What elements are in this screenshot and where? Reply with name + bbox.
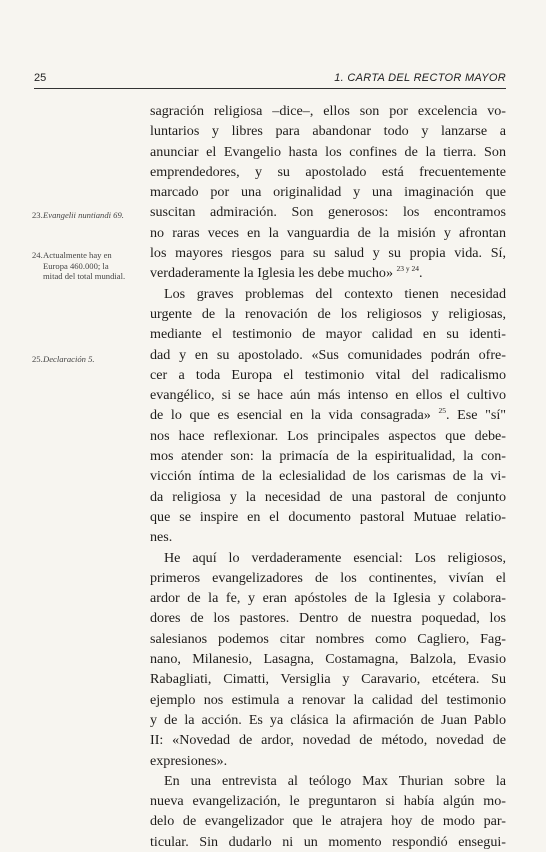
text-line: de lo que es esencial en la vida consagrada» $^{25}$. Ese "sí" <box>150 406 506 424</box>
footnote-23 <box>32 210 128 221</box>
text-line: mediante el testimonio de mayor calidad en su identi- <box>150 326 506 343</box>
text-line: dad y en su apostolado. «Sus comunidades podrán ofre- <box>150 346 506 363</box>
footnote-ref: 25 <box>438 406 446 416</box>
footnote-ref: 23 y 24 <box>396 264 420 274</box>
text-line: salesianos podemos citar nombres como Cagliero, Fag- <box>150 630 506 647</box>
text-line: Rabagliati, Cimatti, Versiglia y Caravario, etcétera. Su <box>150 671 506 688</box>
text-line: He aquí lo verdaderamente esencial: Los religiosos, <box>164 549 506 566</box>
text-line: ardor de la fe, y eran apóstoles de la Iglesia y colabora- <box>150 590 506 607</box>
footnote-text: Evangelii nuntiandi 69. <box>43 210 124 220</box>
running-head: 1. CARTA DEL RECTOR MAYOR <box>334 72 506 84</box>
text-line: primeros evangelizadores de los continentes, vivían el <box>150 569 506 586</box>
text-line: dores de los pastores. Dentro de nuestra poquedad, los <box>150 610 506 627</box>
text-line: verdaderamente la Iglesia les debe mucho» $^{23 y 24}$. <box>150 264 423 282</box>
text-line: luntarios y libres para abandonar todo y lanzarse a <box>150 123 506 140</box>
text-line: ejemplo nos estimula a renovar la calidad del testimonio <box>150 691 506 708</box>
text-line: nes. <box>150 529 173 546</box>
text-line: sagración religiosa –dice–, ellos son por excelencia vo- <box>150 103 506 119</box>
text-line: y de la acción. Es ya clásica la afirmación de Juan Pablo <box>150 711 506 728</box>
text-line: nano, Milanesio, Lasagna, Costamagna, Balzola, Evasio <box>150 651 506 668</box>
margin-notes <box>32 0 132 793</box>
text-line: no raras veces en la vanguardia de la misión y afrontan <box>150 224 506 241</box>
text-line: expresiones». <box>150 752 228 769</box>
text-line: suscitan admiración. Son generosos: los encontramos <box>150 204 506 221</box>
text-line: da religiosa y la necesidad de una pastoral de conjunto <box>150 488 506 505</box>
footnote-text: Declaración 5. <box>43 354 95 364</box>
text-line: ticular. Sin dudarlo ni un momento respondió ensegui- <box>150 833 506 850</box>
footnote-25 <box>32 354 128 365</box>
text-line: En una entrevista al teólogo Max Thurian sobre la <box>164 772 506 789</box>
footnote-number: 23. <box>32 210 43 220</box>
text-line: II: «Novedad de ardor, novedad de método, novedad de <box>150 732 506 749</box>
text-line: cer a toda Europa el testimonio vital del radicalismo <box>150 366 506 383</box>
text-line: anunciar el Evangelio hasta los confines de la tierra. Son <box>150 143 506 160</box>
text-line: los mayores riesgos para su salud y su propia vida. Sí, <box>150 245 506 262</box>
footnote-text: Actualmente hay en Europa 460.000; la mitad del total mundial. <box>43 250 126 281</box>
footnote-number: 25. <box>32 354 43 364</box>
text-line: que se inspire en el documento pastoral Mutuae relatio- <box>150 508 506 525</box>
text-line: emprendedores, y su apostolado está frecuentemente <box>150 163 506 180</box>
text-line: delo de evangelizador que le atrajera hoy de modo par- <box>150 813 506 830</box>
text-line: marcado por una originalidad y una imaginación que <box>150 184 506 201</box>
text-line: Los graves problemas del contexto tienen necesidad <box>164 285 506 302</box>
text-line: nueva evangelización, le preguntaron si había algún mo- <box>150 793 506 810</box>
text-line: vicción íntima de la eclesialidad de los carismas de la vi- <box>150 468 506 485</box>
footnote-number: 24. <box>32 250 43 260</box>
text-line: mos atender son: la primacía de la espiritualidad, la con- <box>150 448 506 465</box>
page-number: 25 <box>34 72 47 84</box>
text-line: nos hace reflexionar. Los principales aspectos que debe- <box>150 427 506 444</box>
text-line: evangélico, si se hace aún más intenso en ellos el cultivo <box>150 387 506 404</box>
body-text <box>150 101 506 852</box>
footnote-24 <box>32 250 128 282</box>
text-line: urgente de la renovación de los religiosos y religiosas, <box>150 305 506 322</box>
